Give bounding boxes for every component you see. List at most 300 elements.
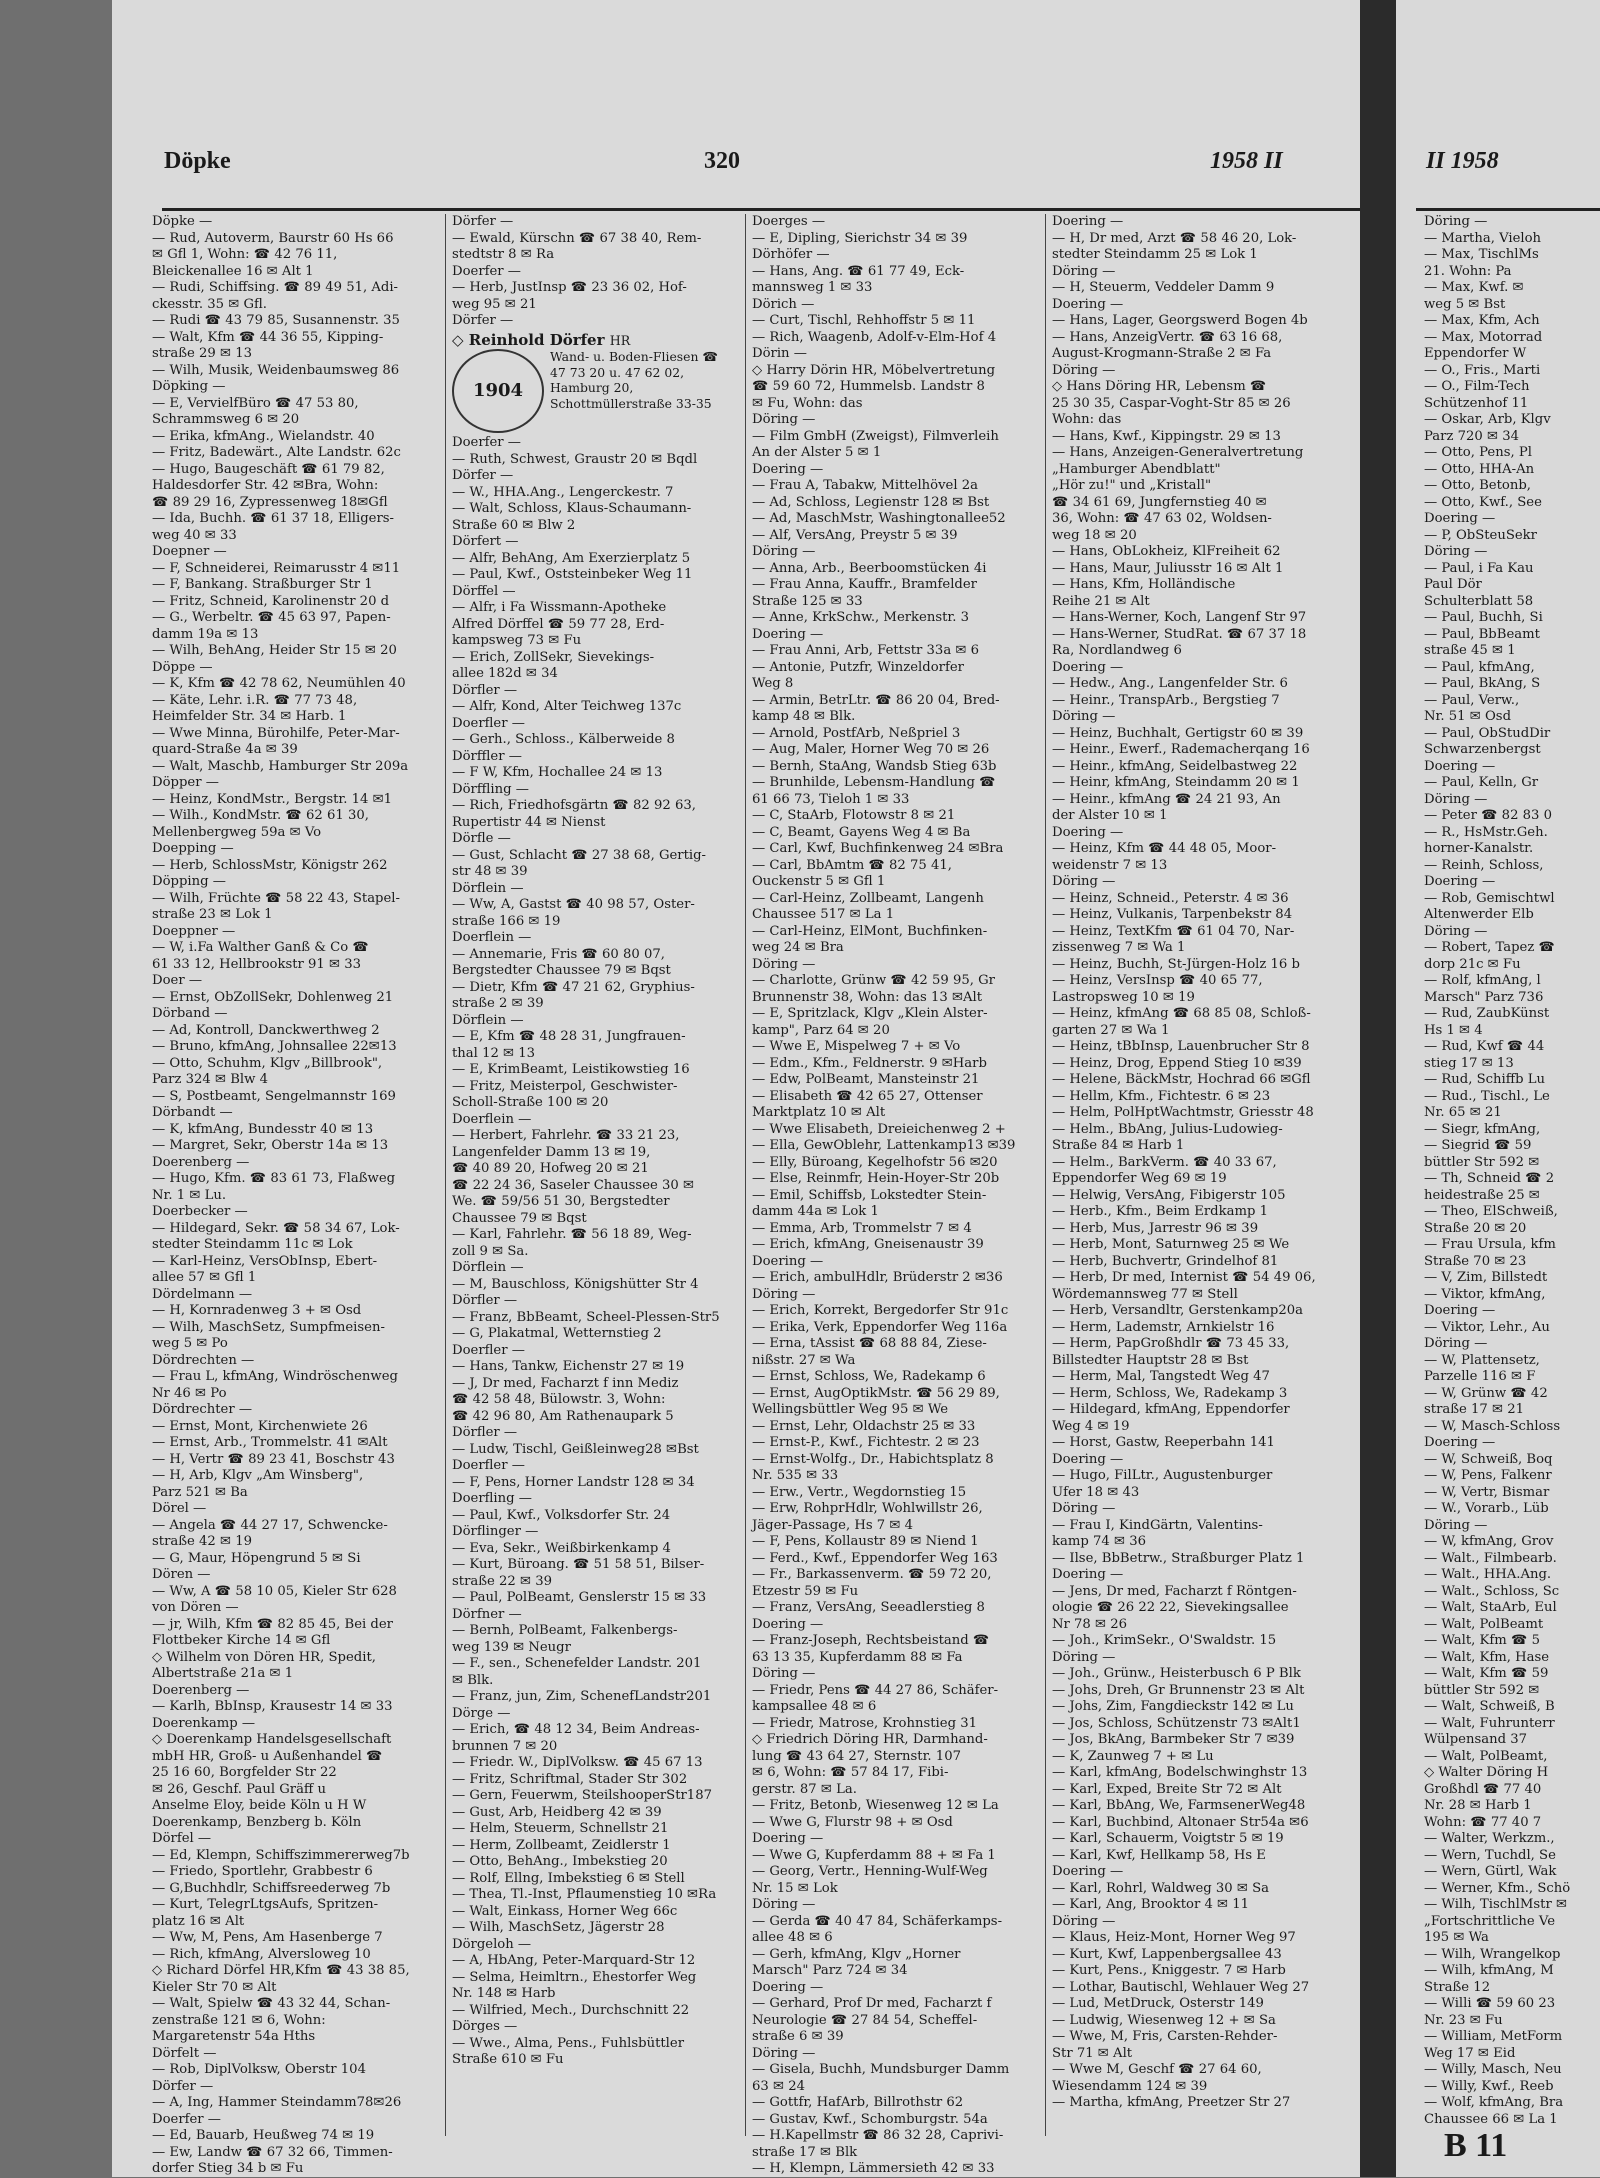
directory-entry-line: — E, VervielfBüro ☎ 47 53 80, <box>152 395 359 411</box>
directory-entry-line: — Herb, Dr med, Internist ☎ 54 49 06, <box>1052 1270 1316 1285</box>
directory-entry-line: ◇ Wilhelm von Dören HR, Spedit, <box>152 1649 376 1665</box>
directory-entry-line: — W, kfmAng, Grov <box>1424 1534 1554 1549</box>
directory-entry-line: — Otto, Kwf., See <box>1424 494 1542 510</box>
directory-entry-line: damm 44a ✉ Lok 1 <box>752 1204 879 1219</box>
directory-entry-line: — Ruth, Schwest, Graustr 20 ✉ Bqdl <box>452 451 698 467</box>
directory-entry-line: Doerenkamp, Benzberg b. Köln <box>152 1814 362 1830</box>
directory-entry-line: — Wwe Elisabeth, Dreieichenweg 2 + <box>752 1121 1006 1137</box>
directory-entry-line: Doerfler — <box>452 1342 525 1358</box>
directory-entry-line: Döppe — <box>152 659 213 675</box>
directory-entry-line: — F, Bankang. Straßburger Str 1 <box>152 577 373 592</box>
directory-entry-line: — Johs, Dreh, Gr Brunnenstr 23 ✉ Alt <box>1052 1682 1305 1698</box>
directory-entry-line: — Gerhard, Prof Dr med, Facharzt f <box>752 1996 992 2011</box>
directory-entry-line: Nr. 65 ✉ 21 <box>1424 1105 1502 1120</box>
directory-entry-line: Straße 20 ✉ 20 <box>1424 1220 1527 1236</box>
directory-entry-line: — A, Ing, Hammer Steindamm78✉26 <box>152 2095 402 2110</box>
directory-entry-line: — Joh., Grünw., Heisterbusch 6 P Blk <box>1052 1666 1301 1681</box>
directory-entry-line: — Carl, BbAmtm ☎ 82 75 41, <box>752 857 952 873</box>
directory-entry-line: — Erw., Vertr., Wegdornstieg 15 <box>752 1484 967 1500</box>
directory-entry-line: — R., HsMstr.Geh. <box>1424 824 1548 840</box>
directory-entry-line: — Hildegard, kfmAng, Eppendorfer <box>1052 1402 1290 1417</box>
directory-entry-line: — Erich, Korrekt, Bergedorfer Str 91c <box>752 1303 1009 1318</box>
directory-entry-line: Dörflein — <box>452 1012 524 1028</box>
directory-entry-line: straße 17 ✉ 21 <box>1424 1402 1525 1417</box>
directory-entry-line: — Oskar, Arb, Klgv <box>1424 412 1551 427</box>
directory-entry-line: ◇ Friedrich Döring HR, Darmhand- <box>752 1732 988 1747</box>
directory-entry-line: — F W, Kfm, Hochallee 24 ✉ 13 <box>452 765 663 780</box>
directory-entry-line: — Frau L, kfmAng, Windröschenweg <box>152 1369 398 1384</box>
directory-entry-line: — Wilfried, Mech., Durchschnitt 22 <box>452 2002 690 2018</box>
directory-entry-line: — Hugo, FilLtr., Augustenburger <box>1052 1468 1273 1483</box>
directory-entry-line: Doering — <box>1424 874 1496 889</box>
directory-entry-line: Eppendorfer W <box>1424 346 1527 361</box>
directory-entry-line: — Helm, PolHptWachtmstr, Griesstr 48 <box>1052 1105 1314 1120</box>
directory-entry-line: weg 139 ✉ Neugr <box>452 1639 571 1655</box>
directory-entry-line: — Heinz, KondMstr., Bergstr. 14 ✉1 <box>152 791 393 807</box>
directory-entry-line: — Siegr, kfmAng, <box>1424 1121 1541 1137</box>
directory-entry-line: — Aug, Maler, Horner Weg 70 ✉ 26 <box>752 742 990 757</box>
directory-entry-line: 61 66 73, Tieloh 1 ✉ 33 <box>752 791 910 807</box>
directory-entry-line: — Armin, BetrLtr. ☎ 86 20 04, Bred- <box>752 692 1000 708</box>
directory-entry-line: — Rob, DiplVolksw, Oberstr 104 <box>152 2062 366 2077</box>
directory-entry-line: — Kurt, Büroang. ☎ 51 58 51, Bilser- <box>452 1557 705 1572</box>
directory-entry-line: Dörfler — <box>452 682 518 698</box>
directory-entry-line: — Ad, Kontroll, Danckwerthweg 2 <box>152 1022 380 1038</box>
directory-entry-line: — Brunhilde, Lebensm-Handlung ☎ <box>752 775 996 790</box>
directory-entry-line: — Ad, MaschMstr, Washingtonallee52 <box>752 511 1006 526</box>
directory-entry-line: allee 48 ✉ 6 <box>752 1930 833 1945</box>
directory-entry-line: Anselme Eloy, beide Köln u H W <box>152 1798 367 1813</box>
directory-entry-line: — Otto, Betonb, <box>1424 478 1531 493</box>
directory-entry-line: — Herb, Mont, Saturnweg 25 ✉ We <box>1052 1237 1290 1252</box>
directory-entry-line: — Elly, Büroang, Kegelhofstr 56 ✉20 <box>752 1154 998 1170</box>
directory-entry-line: Dörfer — <box>152 2078 214 2094</box>
directory-entry-line: zissenweg 7 ✉ Wa 1 <box>1052 940 1186 955</box>
directory-entry-line: Doepping — <box>152 841 234 856</box>
directory-entry-line: ☎ 59 60 72, Hummelsb. Landstr 8 <box>752 379 985 394</box>
directory-entry-line: — Paul, Kwf., Oststeinbeker Weg 11 <box>452 567 693 582</box>
directory-entry-line: — Jos, BkAng, Barmbeker Str 7 ✉39 <box>1052 1732 1295 1747</box>
directory-entry-line: — Hans, Anzeigen-Generalvertretung <box>1052 445 1304 460</box>
directory-entry-line: — C, Beamt, Gayens Weg 4 ✉ Ba <box>752 824 971 840</box>
directory-entry-line: ☎ 89 29 16, Zypressenweg 18✉Gfl <box>152 494 388 510</box>
directory-entry-line: — Elisabeth ☎ 42 65 27, Ottenser <box>752 1088 983 1104</box>
directory-entry-line: — Otto, Schuhm, Klgv „Billbrook", <box>152 1055 383 1071</box>
directory-entry-line: Dörflinger — <box>452 1524 539 1539</box>
directory-entry-line: — Heinz, TextKfm ☎ 61 04 70, Nar- <box>1052 923 1295 939</box>
directory-entry-line: ◇ Doerenkamp Handelsgesellschaft <box>152 1732 392 1747</box>
directory-entry-line: Wördemannsweg 77 ✉ Stell <box>1052 1286 1238 1302</box>
directory-entry-line: — Karl, Exped, Breite Str 72 ✉ Alt <box>1052 1781 1282 1797</box>
directory-entry-line: Döpking — <box>152 379 226 394</box>
directory-entry-line: — Kurt, Pens., Kniggestr. 7 ✉ Harb <box>1052 1963 1286 1978</box>
directory-entry-line: — Rud, Kwf ☎ 44 <box>1424 1039 1545 1054</box>
directory-entry-line: — Peter ☎ 82 83 0 <box>1424 808 1553 823</box>
directory-entry-line: Langenfelder Damm 13 ✉ 19, <box>452 1144 651 1160</box>
directory-entry-line: weg 5 ✉ Bst <box>1424 296 1506 312</box>
directory-entry-line: — Viktor, kfmAng, <box>1424 1286 1546 1302</box>
directory-entry-line: Döring — <box>1424 1517 1488 1533</box>
directory-entry-line: Parzelle 116 ✉ F <box>1424 1369 1536 1384</box>
directory-entry-line: — W, Plattensetz, <box>1424 1352 1540 1368</box>
directory-entry-line: Doerflein — <box>452 1111 532 1127</box>
directory-entry-line: Nr 46 ✉ Po <box>152 1385 227 1401</box>
directory-entry-line: Dördelmann — <box>152 1286 253 1302</box>
directory-entry-line: Weg 17 ✉ Eid <box>1424 2045 1516 2061</box>
facing-directory-column <box>1424 214 1600 2144</box>
directory-entry-line: — Karl, Buchbind, Altonaer Str54a ✉6 <box>1052 1814 1309 1830</box>
book-gutter <box>1360 0 1396 2177</box>
directory-entry-line: — Friedr, Pens ☎ 44 27 86, Schäfer- <box>752 1682 999 1698</box>
directory-entry-line: — H, Vertr ☎ 89 23 41, Boschstr 43 <box>152 1451 395 1467</box>
directory-entry-line: von Dören — <box>152 1600 239 1615</box>
directory-entry-line: straße 166 ✉ 19 <box>452 913 561 929</box>
directory-entry-line: Wülpensand 37 <box>1424 1732 1528 1747</box>
directory-entry-line: Dörffel — <box>452 583 516 599</box>
directory-entry-line: — Ernst, Arb., Trommelstr. 41 ✉Alt <box>152 1435 388 1450</box>
directory-entry-line: — Walt, Schloss, Klaus-Schaumann- <box>452 501 692 516</box>
directory-entry-line: — Anna, Arb., Beerboomstücken 4i <box>752 560 987 576</box>
directory-entry-line: — Annemarie, Fris ☎ 60 80 07, <box>452 946 665 962</box>
directory-entry-line: — Franz, VersAng, Seeadlerstieg 8 <box>752 1600 985 1615</box>
directory-entry-line: — Anne, KrkSchw., Merkenstr. 3 <box>752 610 970 625</box>
directory-entry-line: stedtstr 8 ✉ Ra <box>452 247 555 262</box>
directory-entry-line: — Gerda ☎ 40 47 84, Schäferkamps- <box>752 1913 1003 1929</box>
directory-entry-line: — Heinz, Schneid., Peterstr. 4 ✉ 36 <box>1052 890 1289 906</box>
directory-entry-line: „Hamburger Abendblatt" <box>1052 461 1221 477</box>
directory-entry-line: Schwarzenbergst <box>1424 742 1541 757</box>
directory-entry-line: Bergstedter Chaussee 79 ✉ Bqst <box>452 963 671 978</box>
directory-entry-line: Ra, Nordlandweg 6 <box>1052 643 1182 658</box>
directory-entry-line: — Herbert, Fahrlehr. ☎ 33 21 23, <box>452 1128 680 1143</box>
directory-entry-line: — Rolf, kfmAng, l <box>1424 973 1541 988</box>
directory-entry-line: — Erika, kfmAng., Wielandstr. 40 <box>152 428 375 444</box>
directory-entry-line: Dörfer — <box>452 214 514 229</box>
directory-entry-line: Döring — <box>1052 874 1116 889</box>
directory-entry-line: — F, Pens, Kollaustr 89 ✉ Niend 1 <box>752 1534 979 1549</box>
directory-entry-line: — M, Bauschloss, Königshütter Str 4 <box>452 1276 699 1292</box>
directory-entry-line: Doering — <box>1052 1451 1124 1467</box>
directory-entry-line: Neurologie ☎ 27 84 54, Scheffel- <box>752 2012 978 2028</box>
directory-entry-line: Weg 4 ✉ 19 <box>1052 1418 1130 1434</box>
directory-entry-line: 63 13 35, Kupferdamm 88 ✉ Fa <box>752 1649 963 1665</box>
directory-entry-line: — G, Maur, Höpengrund 5 ✉ Si <box>152 1550 361 1566</box>
directory-entry-line: Döring — <box>1052 263 1116 279</box>
directory-entry-line: — Georg, Vertr., Henning-Wulf-Weg <box>752 1864 988 1879</box>
directory-entry-line: — Heinz, Buchhalt, Gertigstr 60 ✉ 39 <box>1052 725 1304 741</box>
directory-entry-line: Dörband — <box>152 1006 228 1021</box>
directory-entry-line: — Rudi, Schiffsing. ☎ 89 49 51, Adi- <box>152 280 399 295</box>
directory-entry-line: — Theo, ElSchweiß, <box>1424 1204 1558 1219</box>
directory-entry-line: damm 19a ✉ 13 <box>152 626 259 642</box>
directory-entry-line: — Walt, StaArb, Eul <box>1424 1600 1557 1615</box>
directory-entry-line: — Ernst, AugOptikMstr. ☎ 56 29 89, <box>752 1385 1000 1401</box>
directory-entry-line: — G,Buchhdlr, Schiffsreederweg 7b <box>152 1880 391 1896</box>
directory-entry-line: Wiesendamm 124 ✉ 39 <box>1052 2078 1208 2094</box>
directory-entry-line: Chaussee 79 ✉ Bqst <box>452 1210 587 1226</box>
directory-entry-line: — Walt., Schloss, Sc <box>1424 1583 1560 1599</box>
directory-page <box>112 0 1360 2177</box>
directory-entry-line: — Herm, Zollbeamt, Zeidlerstr 1 <box>452 1837 671 1853</box>
directory-entry-line: 63 ✉ 24 <box>752 2078 805 2094</box>
directory-entry-line: — Rich, Friedhofsgärtn ☎ 82 92 63, <box>452 798 696 813</box>
directory-entry-line: — Paul, Kwf., Volksdorfer Str. 24 <box>452 1507 671 1523</box>
directory-entry-line: Dörin — <box>752 346 807 361</box>
directory-entry-line: Doering — <box>1424 1435 1496 1450</box>
directory-entry-line: 25 16 60, Borgfelder Str 22 <box>152 1765 337 1780</box>
directory-entry-line: — Fritz, Meisterpol, Geschwister- <box>452 1078 678 1094</box>
directory-entry-line: — Wwe Minna, Bürohilfe, Peter-Mar- <box>152 725 400 741</box>
directory-entry-line: kamp 74 ✉ 36 <box>1052 1534 1146 1549</box>
directory-entry-line: — Ludwig, Wiesenweg 12 + ✉ Sa <box>1052 2012 1276 2028</box>
directory-entry-line: ckesstr. 35 ✉ Gfl. <box>152 296 267 312</box>
directory-entry-line: Doerbecker — <box>152 1204 248 1219</box>
directory-entry-line: — Wwe G, Flurstr 98 + ✉ Osd <box>752 1814 953 1830</box>
directory-entry-line: — C, StaArb, Flotowstr 8 ✉ 21 <box>752 808 956 823</box>
directory-entry-line: ☎ 34 61 69, Jungfernstieg 40 ✉ <box>1052 494 1267 510</box>
directory-entry-line: Dörfer — <box>452 313 514 328</box>
directory-entry-line: — Siegrid ☎ 59 <box>1424 1138 1532 1153</box>
directory-entry-line: — Heinz, VersInsp ☎ 40 65 77, <box>1052 973 1263 988</box>
directory-entry-line: Billstedter Hauptstr 28 ✉ Bst <box>1052 1352 1249 1368</box>
directory-entry-line: — S, Postbeamt, Sengelmannstr 169 <box>152 1088 396 1104</box>
directory-entry-line: — Dietr, Kfm ☎ 47 21 62, Gryphius- <box>452 979 695 995</box>
directory-entry-line: Doering — <box>1052 824 1124 840</box>
directory-entry-line: — Jos, Schloss, Schützenstr 73 ✉Alt1 <box>1052 1715 1301 1731</box>
directory-entry-line: Doerfler — <box>452 715 525 731</box>
directory-entry-line: — E, Kfm ☎ 48 28 31, Jungfrauen- <box>452 1029 686 1044</box>
directory-entry-line: kamp 48 ✉ Blk. <box>752 709 856 724</box>
directory-entry-line: „Fortschrittliche Ve <box>1424 1913 1555 1929</box>
directory-entry-line: Nr. 51 ✉ Osd <box>1424 709 1512 724</box>
directory-entry-line: Doering — <box>752 626 824 642</box>
directory-entry-line: Dörge — <box>452 1705 511 1721</box>
directory-entry-line: Mellenbergweg 59a ✉ Vo <box>152 824 322 840</box>
header-rule <box>162 208 1360 211</box>
directory-entry-line: Straße 60 ✉ Blw 2 <box>452 517 576 533</box>
directory-entry-line: — Erich, kfmAng, Gneisenaustr 39 <box>752 1237 984 1252</box>
directory-entry-line: — Helm., BbAng, Julius-Ludowieg- <box>1052 1121 1283 1137</box>
directory-entry-line: — Joh., KrimSekr., O'Swaldstr. 15 <box>1052 1633 1277 1648</box>
directory-entry-line: — Gustav, Kwf., Schomburgstr. 54a <box>752 2111 988 2127</box>
directory-entry-line: Dörflein — <box>452 1260 524 1275</box>
directory-entry-line: — Wilh, Wrangelkop <box>1424 1946 1561 1962</box>
directory-entry-line: — Emil, Schiffsb, Lokstedter Stein- <box>752 1187 987 1203</box>
directory-entry-line: — Käte, Lehr. i.R. ☎ 77 73 48, <box>152 692 358 708</box>
directory-entry-line: — Herb, Mus, Jarrestr 96 ✉ 39 <box>1052 1220 1259 1236</box>
directory-entry-line: Doering — <box>752 1979 824 1995</box>
directory-entry-line: Dörel — <box>152 1501 207 1516</box>
directory-entry-line: — Ed, Bauarb, Heußweg 74 ✉ 19 <box>152 2128 375 2143</box>
directory-entry-line: — Carl, Kwf, Buchfinkenweg 24 ✉Bra <box>752 841 1004 856</box>
directory-entry-line: — Charlotte, Grünw ☎ 42 59 95, Gr <box>752 973 995 988</box>
directory-entry-line: — Jens, Dr med, Facharzt f Röntgen- <box>1052 1583 1297 1599</box>
directory-entry-line: Kieler Str 70 ✉ Alt <box>152 1979 277 1995</box>
directory-entry-line: gerstr. 87 ✉ La. <box>752 1781 857 1797</box>
directory-entry-line: Str 71 ✉ Alt <box>1052 2045 1133 2061</box>
directory-entry-line: — Paul, kfmAng, <box>1424 659 1535 675</box>
directory-entry-line: Doerenberg — <box>152 1154 250 1170</box>
directory-entry-line: — Frau Anni, Arb, Fettstr 33a ✉ 6 <box>752 643 980 658</box>
directory-entry-line: Doerenberg — <box>152 1682 250 1698</box>
directory-entry-line: — Hans, AnzeigVertr. ☎ 63 16 68, <box>1052 329 1283 345</box>
directory-entry-line: — Alfr, Kond, Alter Teichweg 137c <box>452 699 682 714</box>
directory-entry-line: — Friedr. W., DiplVolksw. ☎ 45 67 13 <box>452 1755 703 1770</box>
directory-entry-line: weg 24 ✉ Bra <box>752 940 844 955</box>
directory-entry-line: Nr. 535 ✉ 33 <box>752 1468 839 1483</box>
advertisement-text: Wand- u. Boden-Fliesen ☎ 47 73 20 u. 47 62 02, Hamburg 20, Schottmüllerstraße 33-35 <box>550 349 718 411</box>
directory-entry-line: Chaussee 517 ✉ La 1 <box>752 907 895 922</box>
directory-entry-line: — Rud., Tischl., Le <box>1424 1088 1550 1104</box>
directory-entry-line: — Ernst-P., Kwf., Fichtestr. 2 ✉ 23 <box>752 1435 980 1450</box>
column-divider <box>445 214 446 2136</box>
directory-entry-line: — Walt, Fuhrunterr <box>1424 1715 1555 1731</box>
directory-entry-line: Doerfer — <box>152 2111 221 2127</box>
directory-entry-line: — Bernh, PolBeamt, Falkenbergs- <box>452 1623 678 1638</box>
directory-entry-line: Dörfelt — <box>152 2045 217 2061</box>
directory-entry-line: — K, kfmAng, Bundesstr 40 ✉ 13 <box>152 1121 374 1137</box>
directory-entry-line: Ufer 18 ✉ 43 <box>1052 1484 1140 1500</box>
directory-entry-line: weg 5 ✉ Po <box>152 1336 228 1351</box>
directory-entry-line: büttler Str 592 ✉ <box>1424 1682 1540 1698</box>
directory-entry-line: — Walt, Kfm ☎ 59 <box>1424 1666 1549 1681</box>
directory-entry-line: — Arnold, PostfArb, Neßpriel 3 <box>752 725 961 741</box>
directory-entry-line: weidenstr 7 ✉ 13 <box>1052 857 1168 873</box>
directory-entry-line: — Erich, ZollSekr, Sievekings- <box>452 649 655 665</box>
directory-entry-line: — Franz, jun, Zim, SchenefLandstr201 <box>452 1689 712 1704</box>
directory-entry-line: — Heinz, Drog, Eppend Stieg 10 ✉39 <box>1052 1055 1302 1071</box>
directory-entry-line: — Frau Anna, Kauffr., Bramfelder <box>752 577 977 592</box>
directory-entry-line: Dörfer — <box>452 468 514 483</box>
directory-entry-line: — Frau Ursula, kfm <box>1424 1237 1556 1252</box>
directory-entry-line: 36, Wohn: ☎ 47 63 02, Woldsen- <box>1052 511 1272 526</box>
directory-entry-line: — O., Film-Tech <box>1424 379 1530 394</box>
directory-entry-line: — Hans-Werner, StudRat. ☎ 67 37 18 <box>1052 626 1307 642</box>
directory-entry-line: ✉ 26, Geschf. Paul Gräff u <box>152 1781 326 1797</box>
directory-entry-line: Dörffling — <box>452 781 529 797</box>
directory-entry-line: ☎ 40 89 20, Hofweg 20 ✉ 21 <box>452 1161 649 1176</box>
directory-entry-line: heidestraße 25 ✉ <box>1424 1187 1540 1203</box>
directory-entry-line: — H, Kornradenweg 3 + ✉ Osd <box>152 1303 362 1318</box>
directory-entry-line: — Otto, Pens, Pl <box>1424 445 1532 460</box>
directory-entry-line: Doering — <box>752 1831 824 1846</box>
directory-entry-line: — Willi ☎ 59 60 23 <box>1424 1996 1556 2011</box>
directory-entry-line: Doering — <box>752 1253 824 1269</box>
directory-entry-line: Straße 84 ✉ Harb 1 <box>1052 1138 1185 1153</box>
directory-entry-line: — W, Masch-Schloss <box>1424 1418 1561 1434</box>
directory-entry-line: Döring — <box>752 1286 816 1302</box>
directory-entry-line: — Hugo, Kfm. ☎ 83 61 73, Flaßweg <box>152 1171 396 1186</box>
directory-entry-line: — Lud, MetDruck, Osterstr 149 <box>1052 1996 1264 2011</box>
directory-entry-line: — W, Pens, Falkenr <box>1424 1468 1552 1483</box>
directory-entry-line: — H, Arb, Klgv „Am Winsberg", <box>152 1468 364 1483</box>
directory-entry-line: — Wilh, MaschSetz, Jägerstr 28 <box>452 1920 665 1935</box>
directory-entry-line: kamp", Parz 64 ✉ 20 <box>752 1022 890 1038</box>
directory-entry-line: büttler Str 592 ✉ <box>1424 1154 1540 1170</box>
directory-entry-line: ✉ Fu, Wohn: das <box>752 395 863 411</box>
directory-entry-line: Dörges — <box>452 2019 518 2034</box>
directory-column-1 <box>152 214 440 2176</box>
directory-entry-line: weg 95 ✉ 21 <box>452 296 537 312</box>
directory-entry-line: — J, Dr med, Facharzt f inn Mediz <box>452 1375 679 1391</box>
directory-entry-line: — Martha, Vieloh <box>1424 230 1542 246</box>
directory-entry-line: We. ☎ 59/56 51 30, Bergstedter <box>452 1194 670 1209</box>
directory-entry-line: — Ww, M, Pens, Am Hasenberge 7 <box>152 1930 383 1945</box>
facing-header-rule <box>1416 208 1600 211</box>
directory-entry-line: — H, Dr med, Arzt ☎ 58 46 20, Lok- <box>1052 230 1297 246</box>
directory-entry-line: weg 18 ✉ 20 <box>1052 527 1137 543</box>
directory-entry-line: — Ew, Landw ☎ 67 32 66, Timmen- <box>152 2144 393 2160</box>
directory-entry-line: Reihe 21 ✉ Alt <box>1052 593 1150 609</box>
directory-entry-line: Doerflein — <box>452 930 532 945</box>
directory-entry-line: ☎ 22 24 36, Saseler Chaussee 30 ✉ <box>452 1177 695 1193</box>
directory-entry-line: — Walt, PolBeamt <box>1424 1616 1544 1632</box>
directory-entry-line: — Th, Schneid ☎ 2 <box>1424 1171 1555 1186</box>
directory-entry-line: — Rudi ☎ 43 79 85, Susannenstr. 35 <box>152 313 400 328</box>
directory-entry-line: — Werner, Kfm., Schö <box>1424 1880 1571 1896</box>
directory-entry-line: Nr. 28 ✉ Harb 1 <box>1424 1798 1532 1813</box>
directory-entry-line: — Kurt, TelegrLtgsAufs, Spritzen- <box>152 1897 379 1912</box>
directory-entry-line: Doering — <box>1052 659 1124 675</box>
directory-entry-line: — Max, Kfm, Ach <box>1424 313 1540 328</box>
directory-entry-line: — Franz, BbBeamt, Scheel-Plessen-Str5 <box>452 1309 720 1325</box>
directory-entry-line: — H.Kapellmstr ☎ 86 32 28, Caprivi- <box>752 2128 1004 2143</box>
directory-entry-line: straße 42 ✉ 19 <box>152 1534 253 1549</box>
directory-entry-line: — Karl, Schauerm, Voigtstr 5 ✉ 19 <box>1052 1831 1284 1846</box>
directory-entry-line: — Karl-Heinz, VersObInsp, Ebert- <box>152 1253 378 1269</box>
directory-entry-line: Döring — <box>1052 362 1116 378</box>
directory-entry-line: — W, Grünw ☎ 42 <box>1424 1385 1548 1401</box>
directory-entry-line: Doepner — <box>152 544 227 559</box>
directory-entry-line: — Otto, HHA-An <box>1424 461 1535 477</box>
directory-entry-line: — O., Fris., Marti <box>1424 362 1541 378</box>
directory-entry-line: Haldesdorfer Str. 42 ✉Bra, Wohn: <box>152 478 379 493</box>
directory-entry-line: — Herm, Mal, Tangstedt Weg 47 <box>1052 1369 1270 1384</box>
directory-entry-line: An der Alster 5 ✉ 1 <box>752 445 882 460</box>
directory-column-4 <box>1052 214 1340 2144</box>
directory-entry-line: — Reinh, Schloss, <box>1424 857 1544 873</box>
directory-entry-line: Flottbeker Kirche 14 ✉ Gfl <box>152 1633 331 1648</box>
directory-entry-line: — Emma, Arb, Trommelstr 7 ✉ 4 <box>752 1220 972 1236</box>
directory-entry-line: — Klaus, Heiz-Mont, Horner Weg 97 <box>1052 1930 1296 1945</box>
directory-entry-line: 195 ✉ Wa <box>1424 1930 1489 1945</box>
directory-entry-line: Scholl-Straße 100 ✉ 20 <box>452 1095 609 1110</box>
directory-entry-line: straße 45 ✉ 1 <box>1424 643 1516 658</box>
directory-entry-line: — Wilh, MaschSetz, Sumpfmeisen- <box>152 1319 385 1335</box>
directory-entry-line: allee 182d ✉ 34 <box>452 666 558 681</box>
directory-entry-line: — Edm., Kfm., Feldnerstr. 9 ✉Harb <box>752 1055 987 1071</box>
directory-entry-line: — Gern, Feuerwm, SteilshooperStr187 <box>452 1788 712 1803</box>
directory-entry-line: Döpping — <box>152 874 226 889</box>
directory-entry-line: — Karl, Ang, Brooktor 4 ✉ 11 <box>1052 1897 1250 1912</box>
directory-entry-line: — Gisela, Buchh, Mundsburger Damm <box>752 2062 1010 2077</box>
directory-entry-line: Heimfelder Str. 34 ✉ Harb. 1 <box>152 709 347 724</box>
directory-entry-line: — E, KrimBeamt, Leistikowstieg 16 <box>452 1062 690 1077</box>
directory-entry-line: — Rob, Gemischtwl <box>1424 890 1555 906</box>
directory-entry-line: — Helwig, VersAng, Fibigerstr 105 <box>1052 1187 1286 1203</box>
directory-entry-line: dorfer Stieg 34 b ✉ Fu <box>152 2161 304 2176</box>
directory-entry-line: — Walt, Kfm ☎ 44 36 55, Kipping- <box>152 329 384 345</box>
directory-entry-line: — Willy, Masch, Neu <box>1424 2062 1562 2077</box>
directory-entry-line: — Herb., Kfm., Beim Erdkamp 1 <box>1052 1204 1268 1219</box>
directory-entry-line: Dörgeloh — <box>452 1936 532 1952</box>
directory-entry-line: platz 16 ✉ Alt <box>152 1913 245 1929</box>
directory-entry-line: — Ad, Schloss, Legienstr 128 ✉ Bst <box>752 494 990 510</box>
advertisement <box>452 332 740 434</box>
directory-entry-line: — Karl, Fahrlehr. ☎ 56 18 89, Weg- <box>452 1227 692 1242</box>
directory-entry-line: — Heinz, Buchh, St-Jürgen-Holz 16 b <box>1052 956 1300 972</box>
directory-entry-line: Jäger-Passage, Hs 7 ✉ 4 <box>752 1517 913 1533</box>
